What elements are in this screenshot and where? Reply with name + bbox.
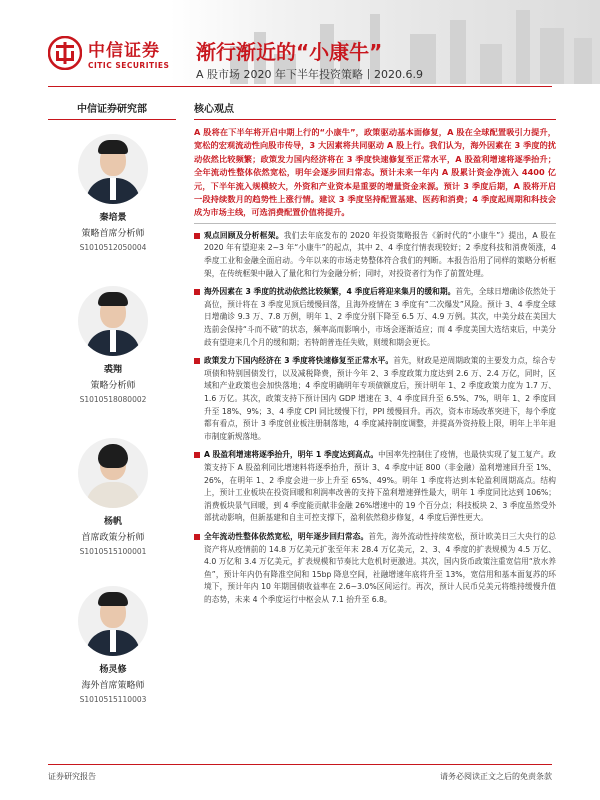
- analyst-license-id: S1010518080002: [79, 395, 147, 404]
- analyst-name: 秦培景: [99, 213, 127, 223]
- avatar: [78, 286, 148, 356]
- section-title: 核心观点: [194, 100, 556, 120]
- paragraph-lead: 海外因素在 3 季度的扰动依然比较频繁，4 季度后将迎来集月的缓和期。: [204, 287, 456, 297]
- report-subtitle: A 股市场 2020 年下半年投资策略丨2020.6.9: [196, 68, 423, 81]
- analyst-name: 裘翔: [103, 365, 122, 375]
- list-item: [194, 286, 556, 349]
- paragraph-text: 我们去年底发布的 2020 年投资策略报告《新时代的“小康牛”》提出，A 股在 2020 年有望迎来 2~3 年“小康牛”的起点，其中 2、4 季度行情表现较好；2 季度科技和消费领涨，4 季度工业和金融全面启动。今年以来的市场走势整体符合我们的判断。本报告沿用了同样的策略分析框架，在传统框架中融入了量化和行为金融分析；同时，对投资者行为作了前置处理。: [204, 230, 556, 278]
- avatar: [78, 438, 148, 508]
- header-divider: [48, 86, 552, 87]
- citic-logo: [48, 36, 169, 70]
- report-title: 渐行渐近的“小康牛”: [196, 40, 383, 64]
- analyst-role: 策略分析师: [90, 381, 136, 391]
- paragraph-lead: 政策发力下国内经济在 3 季度将快速修复至正常水平。: [204, 356, 394, 366]
- list-item: [194, 230, 556, 280]
- footer-label: 证券研究报告: [48, 772, 96, 781]
- report-header: [0, 0, 600, 88]
- disclaimer-note: 请务必阅读正文之后的免责条款: [440, 772, 552, 781]
- bullet-square-icon: [194, 452, 200, 458]
- logo-text-cn: 中信证券: [88, 41, 160, 61]
- bullet-square-icon: [194, 534, 200, 540]
- list-item: [194, 531, 556, 607]
- analyst-role: 首席政策分析师: [81, 533, 145, 543]
- logo-text-en: CITIC SECURITIES: [88, 61, 170, 70]
- paragraph-lead: A 股盈利增速将逐季抬升，明年 1 季度达到高点。: [204, 450, 379, 460]
- footer-divider: [48, 764, 552, 765]
- analyst-sidebar: [48, 100, 178, 750]
- paragraph-text: 首先，财政是逆周期政策的主要发力点，综合专项债和特别国债发行，以及减税降费，预计今年 2、3 季度政策力度达到 2.6 万、2.4 万亿，同时，区域和产业政策也会加快落地；4 季度明确明年专项债额度后，预计明年 1、2 季度政策力度为 1.7 万、1.6 万亿。其次，政策支持下预计国内 GDP 增速在 3、4 季度回升至 6.5%、7%，明年 1、2 季度回升至 18%、9%；3、4 季度 CPI 同比缓慢下行，PPI 缓慢回升。再次，资本市场改革突进下，每个季度都有看点，预计 3 季度创业板注册制落地，4 季度减持制度调整，并提高外资持股上限，明年上半年退市制度新规落地。: [204, 356, 556, 441]
- analyst-role: 策略首席分析师: [81, 229, 145, 239]
- analyst-license-id: S1010512050004: [79, 243, 147, 252]
- bullet-square-icon: [194, 358, 200, 364]
- bullet-square-icon: [194, 289, 200, 295]
- analyst-license-id: S1010515100001: [79, 547, 147, 556]
- analyst-name: 杨帆: [103, 517, 122, 527]
- summary-divider: [194, 223, 556, 224]
- analyst-card: [48, 134, 178, 252]
- paragraph-lead: 观点回顾及分析框架。: [204, 230, 284, 240]
- key-summary: A 股将在下半年将开启中期上行的“小康牛”，政策驱动基本面修复，A 股在全球配置吸引力提升，宽松的宏观流动性向股市传导，3 大因素将共同驱动 A 股上行。我们认为，海外因素在 3 季度的扰动依然比较频繁；政策发力国内经济将在 3 季度快速修复至正常水平，A 股盈利增速将逐季抬升；全年流动性整体依然宽松，明年会逐步回归常态。预计未来一年内 A 股累计资金净流入 4400 亿元，下半年流入规模较大，外资和产业资本是重要的增量资金来源。预计 3 季度后期，A 股将开启一段持续数月的趋势性上涨行情。建议 3 季度坚持配置基建、医药和消费；4 季度起周期和科技会成为市场主线，可选消费配置价值将提升。: [194, 127, 556, 218]
- paragraph-text: 中国率先控制住了疫情，也最快实现了复工复产。政策支持下 A 股盈利同比增速料将逐季抬升，预计 3、4 季度中证 800（非金融）盈利增速回升至 1%、26%，在明年 1、2 季度会进一步上升至 65%、49%。明年 1 季度将达到本轮盈利周期高点。结构上，预计工业板块在投资回暖和利润率改善的支持下盈利增速弹性最大，明年 1 季度同比达到 106%；消费板块景气回暖，到 4 季度能贡献非金融 26%增速中的 19 个百分点；科技板块 2、3 季度虽然受外部扰动影响，但新基建和自主可控支撑下，盈利依然稳步修复，4 季度后弹性更大。: [204, 450, 556, 523]
- paragraph-lead: 全年流动性整体依然宽松，明年逐步回归常态。: [204, 531, 369, 541]
- sidebar-title: 中信证券研究部: [48, 100, 176, 120]
- analyst-card: [48, 438, 178, 556]
- analyst-name: 杨灵修: [99, 665, 127, 675]
- avatar: [78, 134, 148, 204]
- analyst-card: [48, 286, 178, 404]
- analyst-role: 海外首席策略师: [81, 681, 145, 691]
- analyst-license-id: S1010515110003: [79, 695, 147, 704]
- analyst-card: [48, 586, 178, 704]
- core-views-section: [194, 100, 556, 760]
- avatar: [78, 586, 148, 656]
- list-item: [194, 449, 556, 525]
- citic-logo-icon: [48, 36, 82, 70]
- bullet-square-icon: [194, 233, 200, 239]
- paragraph-text: 首先，全球日增确诊依然处于高位，预计将在 3 季度见顶后缓慢回落，且海外疫情在 3 季度有“二次爆发”风险。预计 3、4 季度全球日增确诊 9.3 万、7.8 万例，明年 1、2 季度分别下降至 6.5 万、4.9 万例。其次，中美分歧在美国大选前会保持“斗而不破”的状态，频率高而影响小，市场会逐渐适应；而 4 季度美国大选结束后，中美分歧有望迎来几个月的缓和期；若特朗普连任失败，则缓和期会更长。: [204, 287, 556, 347]
- list-item: [194, 355, 556, 443]
- paragraph-text: 首先，海外流动性持续宽松，预计欧美日三大央行的总资产将从疫情前的 14.8 万亿美元扩张至年末 28.4 万亿美元，2、3、4 季度的扩表规模为 4.5 万亿、4.0 万亿和 3.4 万亿美元，扩表规模和节奏比大危机时更激进。其次，国内货币政策注重宽信用“放水养鱼”，预计年内仍有降准空间和 15bp 降息空间，社融增速年底将升至 13%，宽信用和基本面复苏的环境下，预计年内 10 年期国债收益率在 2.6~3.0%区间运行。再次，预计人民币兑美元将维持缓慢升值的态势，未来 4 个季度运行中枢会从 7.1 抬升至 6.8。: [204, 531, 556, 604]
